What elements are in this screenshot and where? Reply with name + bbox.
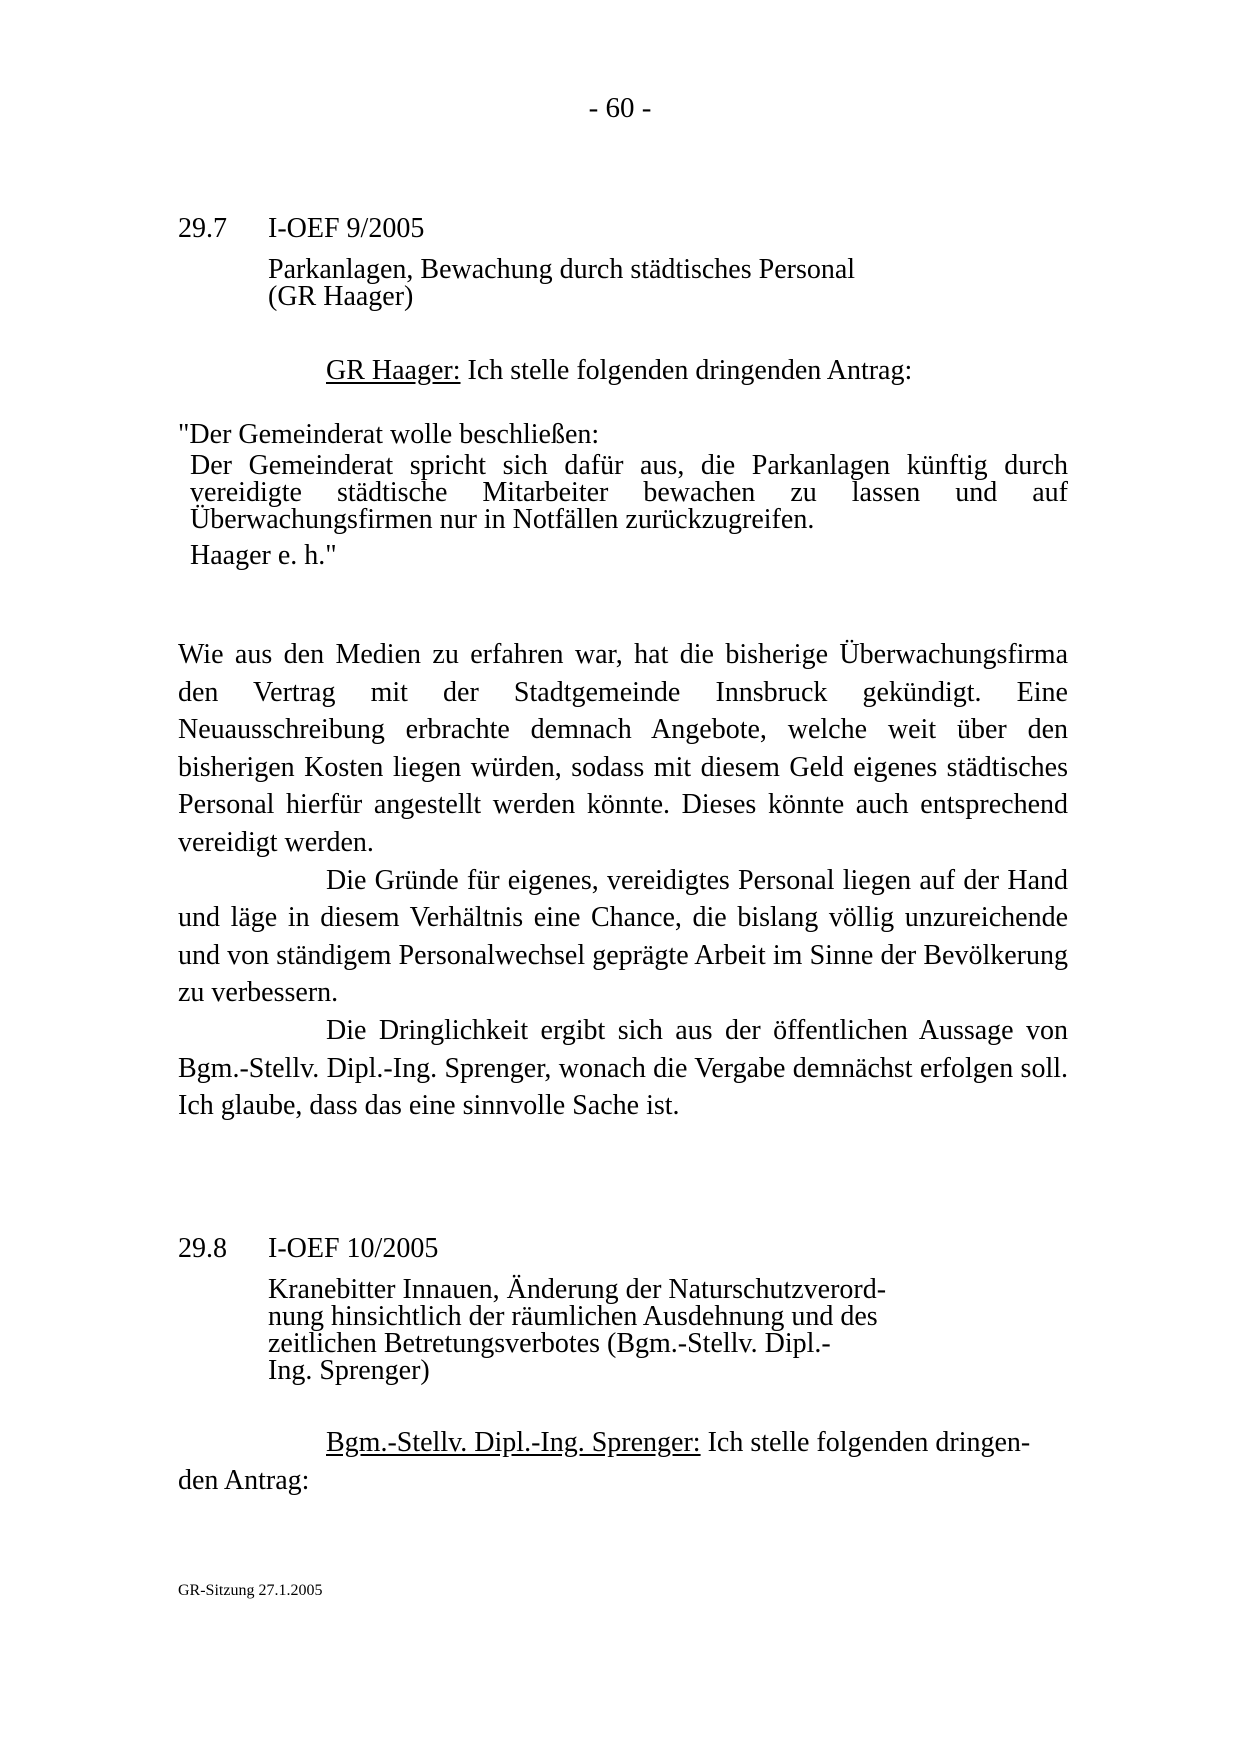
item-title <box>268 256 928 310</box>
footer: GR-Sitzung 27.1.2005 <box>178 1582 323 1599</box>
speaker-statement-continued: den Antrag: <box>178 1465 310 1496</box>
page-number: - 60 - <box>588 92 652 124</box>
item-number: 29.8 <box>178 1233 227 1264</box>
agenda-item-29-8 <box>178 1232 1068 1266</box>
item-title-line: nung hinsichtlich der räumlichen Ausdehnung und des <box>268 1301 878 1332</box>
item-number: 29.7 <box>178 213 227 244</box>
paragraph: Die Dringlichkeit ergibt sich aus der öffentlichen Aussage von Bgm.-Stellv. Dipl.-Ing. Sprenger, wonach die Vergabe demnächst erfolgen soll. Ich glaube, dass das eine sinnvolle Sache ist. <box>178 1014 1068 1122</box>
speaker-text: Ich stelle folgenden dringen- <box>700 1427 1031 1458</box>
quote-intro: "Der Gemeinderat wolle beschließen: <box>178 419 600 450</box>
item-title-line: (GR Haager) <box>268 281 414 312</box>
paragraph: Die Gründe für eigenes, vereidigtes Personal liegen auf der Hand und läge in diesem Verhältnis eine Chance, die bislang völlig unzureichende und von ständigem Personalwechsel geprägte Arbeit im Sinne der Bevölkerung zu verbessern. <box>178 864 1068 1009</box>
motion-quote <box>178 418 1068 573</box>
item-code: I-OEF 10/2005 <box>268 1233 439 1264</box>
item-heading <box>178 212 1068 246</box>
quote-signature: Haager e. h." <box>190 540 337 571</box>
item-title-line: Ing. Sprenger) <box>268 1355 430 1386</box>
speaker-statement <box>326 352 912 389</box>
speaker-statement <box>326 1424 1068 1461</box>
justification-text <box>178 636 1068 1125</box>
speaker-text: Ich stelle folgenden dringenden Antrag: <box>460 355 913 386</box>
item-heading <box>178 1232 1068 1266</box>
item-title <box>268 1276 928 1384</box>
speaker-name: GR Haager: <box>326 355 461 386</box>
speaker-name: Bgm.-Stellv. Dipl.-Ing. Sprenger: <box>326 1427 701 1458</box>
quote-body: Der Gemeinderat spricht sich dafür aus, die Parkanlagen künftig durch vereidigte städtische Mitarbeiter bewachen zu lassen und auf Überwachungsfirmen nur in Notfällen zurückzugreifen. <box>190 450 1068 535</box>
item-title-line: Kranebitter Innauen, Änderung der Naturschutzverord- <box>268 1274 887 1305</box>
agenda-item-29-7 <box>178 212 1068 246</box>
item-code: I-OEF 9/2005 <box>268 213 425 244</box>
item-title-line: zeitlichen Betretungsverbotes (Bgm.-Stellv. Dipl.- <box>268 1328 831 1359</box>
item-title-line: Parkanlagen, Bewachung durch städtisches Personal <box>268 254 856 285</box>
paragraph: Wie aus den Medien zu erfahren war, hat die bisherige Überwachungsfirma den Vertrag mit der Stadtgemeinde Innsbruck gekündigt. Eine Neuausschreibung erbrachte demnach Angebote, welche weit über den bisherigen Kosten liegen würden, sodass mit diesem Geld eigenes städtisches Personal hierfür angestellt werden könnte. Dieses könnte auch entsprechend vereidigt werden. <box>178 639 1068 858</box>
